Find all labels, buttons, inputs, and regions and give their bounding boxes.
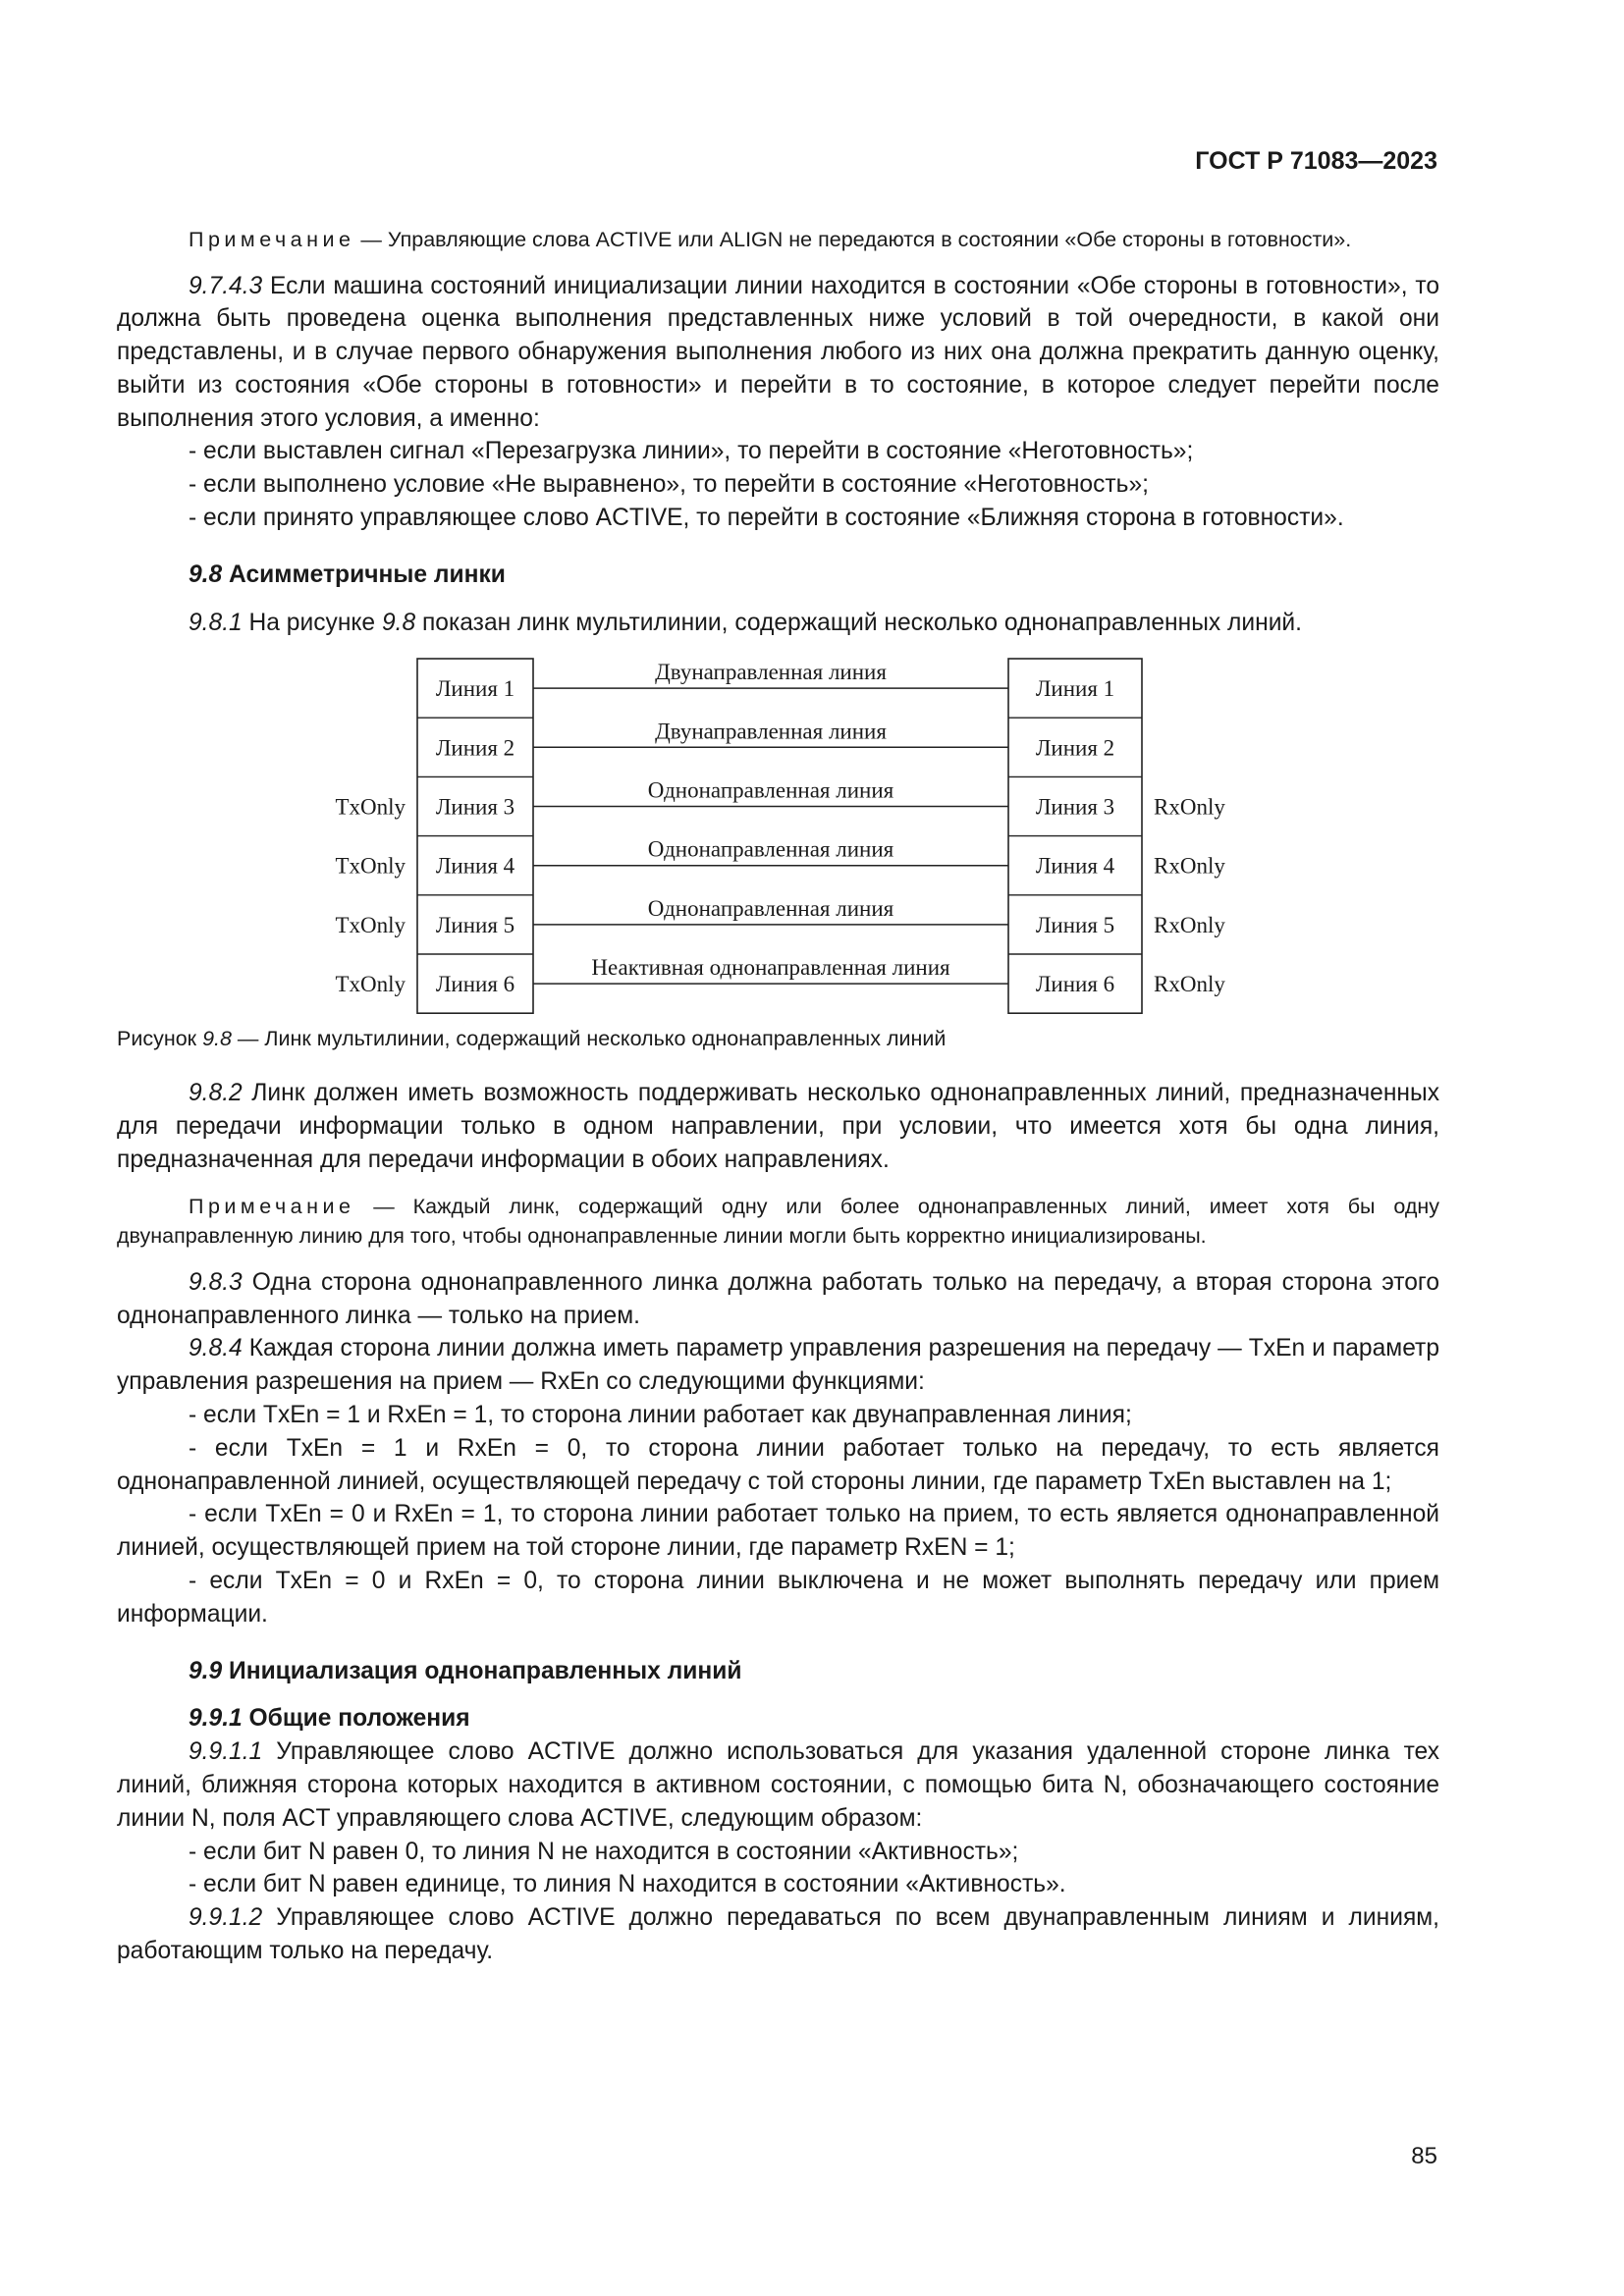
document-header: ГОСТ Р 71083—2023 [1195,147,1437,175]
rxonly-tag: RxOnly [1154,972,1225,997]
section-heading-9-9 [117,1655,1439,1688]
note-label: Примечание [189,228,355,251]
caption-text: — Линк мультилинии, содержащий несколько однонаправленных линий [231,1027,947,1051]
clause-text: На рисунке [242,609,382,636]
right-lane-label: Линия 2 [1035,735,1115,761]
link-type-label: Неактивная однонаправленная линия [591,955,950,981]
section-heading-9-8 [117,559,1439,592]
subsection-number: 9.9.1 [189,1705,243,1733]
figure-reference: 9.8 [381,609,416,636]
figure-multilane-link [117,639,1439,1024]
link-type-label: Однонаправленная линия [647,896,894,922]
caption-number: 9.8 [202,1027,232,1051]
left-lane-label: Линия 5 [435,913,515,938]
list-item: - если выполнено условие «Не выравнено», то перейти в состояние «Неготовность»; [189,471,1149,499]
left-lane-label: Линия 2 [435,735,515,761]
right-lane-label: Линия 3 [1035,794,1115,820]
rxonly-tag: RxOnly [1154,854,1225,880]
left-lane-label: Линия 3 [435,794,515,820]
paragraph-9-8-2 [117,1077,1439,1176]
note-label: Примечание [189,1194,355,1218]
note-text: — Каждый линк, содержащий одну или более однонаправленных линий, имеет хотя бы одну двунаправленную линию для того, чтобы однонаправленные линии могли быть корректно инициализированы. [117,1194,1439,1249]
link-type-label: Однонаправленная линия [647,777,894,803]
paragraph-9-8-4 [117,1332,1439,1399]
link-type-label: Двунаправленная линия [655,660,887,685]
clause-number: 9.8.3 [189,1268,243,1296]
left-lane-label: Линия 4 [435,854,515,880]
clause-number: 9.8.4 [189,1335,243,1362]
rxonly-tag: RxOnly [1154,794,1225,820]
section-number: 9.8 [189,561,223,588]
list-item: - если выставлен сигнал «Перезагрузка линии», то перейти в состояние «Неготовность»; [189,438,1194,465]
clause-number: 9.9.1.2 [189,1904,263,1932]
list-item: - если TxEn = 0 и RxEn = 0, то сторона линии выключена и не может выполнять передачу или прием информации. [117,1568,1439,1628]
clause-number: 9.8.2 [189,1080,243,1107]
clause-number: 9.7.4.3 [189,272,263,299]
paragraph-9-7-4-3 [117,270,1439,436]
txonly-tag: TxOnly [335,854,406,880]
clause-text: Одна сторона однонаправленного линка должна работать только на передачу, а вторая сторона этого однонаправленного линка — только на прием. [117,1268,1439,1329]
list-item: - если принято управляющее слово ACTIVE, то перейти в состояние «Ближняя сторона в готовности». [189,505,1344,532]
clause-text: показан линк мультилинии, содержащий несколько однонаправленных линий. [415,609,1303,636]
link-type-label: Двунаправленная линия [655,719,887,744]
link-type-label: Однонаправленная линия [647,837,894,863]
left-lane-label: Линия 1 [435,676,515,702]
paragraph-9-8-1 [117,607,1439,640]
note-text: — Управляющие слова ACTIVE или ALIGN не передаются в состоянии «Обе стороны в готовности». [354,228,1352,251]
note-paragraph [117,225,1439,255]
rxonly-tag: RxOnly [1154,913,1225,938]
right-lane-label: Линия 5 [1035,913,1115,938]
clause-text: Если машина состояний инициализации линии находится в состоянии «Обе стороны в готовности», то должна быть проведена оценка выполнения представленных ниже условий в той очередности, в какой они представлены, и в случае первого обнаружения выполнения любого из них она должна прекратить данную оценку, выйти из состояния «Обе стороны в готовности» и перейти в то состояние, в которое следует перейти после выполнения этого условия, а именно: [117,272,1439,432]
left-lane-label: Линия 6 [435,972,515,997]
txonly-tag: TxOnly [335,913,406,938]
page-content [117,225,1439,1968]
txonly-tag: TxOnly [335,972,406,997]
figure-caption [117,1024,1439,1053]
caption-prefix: Рисунок [117,1027,203,1051]
right-lane-label: Линия 4 [1035,854,1115,880]
clause-text: Линк должен иметь возможность поддерживать несколько однонаправленных линий, предназначенных для передачи информации только в одном направлении, при условии, что имеется хотя бы одна линия, предназначенная для передачи информации в обоих направлениях. [117,1080,1439,1174]
txonly-tag: TxOnly [335,794,406,820]
list-item: - если TxEn = 0 и RxEn = 1, то сторона линии работает только на прием, то есть является однонаправленной линией, осуществляющей прием на той стороне линии, где параметр RxEN = 1; [117,1501,1439,1562]
right-lane-label: Линия 6 [1035,972,1115,997]
note-paragraph [117,1192,1439,1252]
clause-text: Управляющее слово ACTIVE должно передаваться по всем двунаправленным линиям и линиям, работающим только на передачу. [117,1904,1439,1964]
right-lane-label: Линия 1 [1035,676,1115,702]
list-item: - если бит N равен единице, то линия N находится в состоянии «Активность». [189,1871,1066,1898]
paragraph-9-9-1-2 [117,1901,1439,1968]
section-title: Асимметричные линки [222,561,506,588]
multilane-diagram [117,639,1439,1024]
paragraph-9-9-1-1 [117,1735,1439,1835]
clause-number: 9.9.1.1 [189,1738,263,1766]
paragraph-9-8-3 [117,1266,1439,1333]
clause-text: Управляющее слово ACTIVE должно использоваться для указания удаленной стороне линка тех линий, ближняя сторона которых находится в активном состоянии, с помощью бита N, обозначающего состояние линии N, поля ACT управляющего слова ACTIVE, следующим образом: [117,1738,1439,1832]
section-title: Инициализация однонаправленных линий [222,1657,742,1684]
clause-number: 9.8.1 [189,609,243,636]
clause-text: Каждая сторона линии должна иметь параметр управления разрешения на передачу — TxEn и параметр управления разрешения на прием — RxEn со следующими функциями: [117,1335,1439,1396]
subsection-heading-9-9-1 [117,1702,1439,1735]
subsection-title: Общие положения [242,1705,470,1733]
page-number: 85 [1411,2143,1437,2169]
section-number: 9.9 [189,1657,223,1684]
list-item: - если TxEn = 1 и RxEn = 1, то сторона линии работает как двунаправленная линия; [189,1402,1132,1429]
list-item: - если TxEn = 1 и RxEn = 0, то сторона линии работает только на передачу, то есть является однонаправленной линией, осуществляющей передачу с той стороны линии, где параметр TxEn выставлен на 1; [117,1434,1439,1495]
list-item: - если бит N равен 0, то линия N не находится в состоянии «Активность»; [189,1838,1019,1865]
